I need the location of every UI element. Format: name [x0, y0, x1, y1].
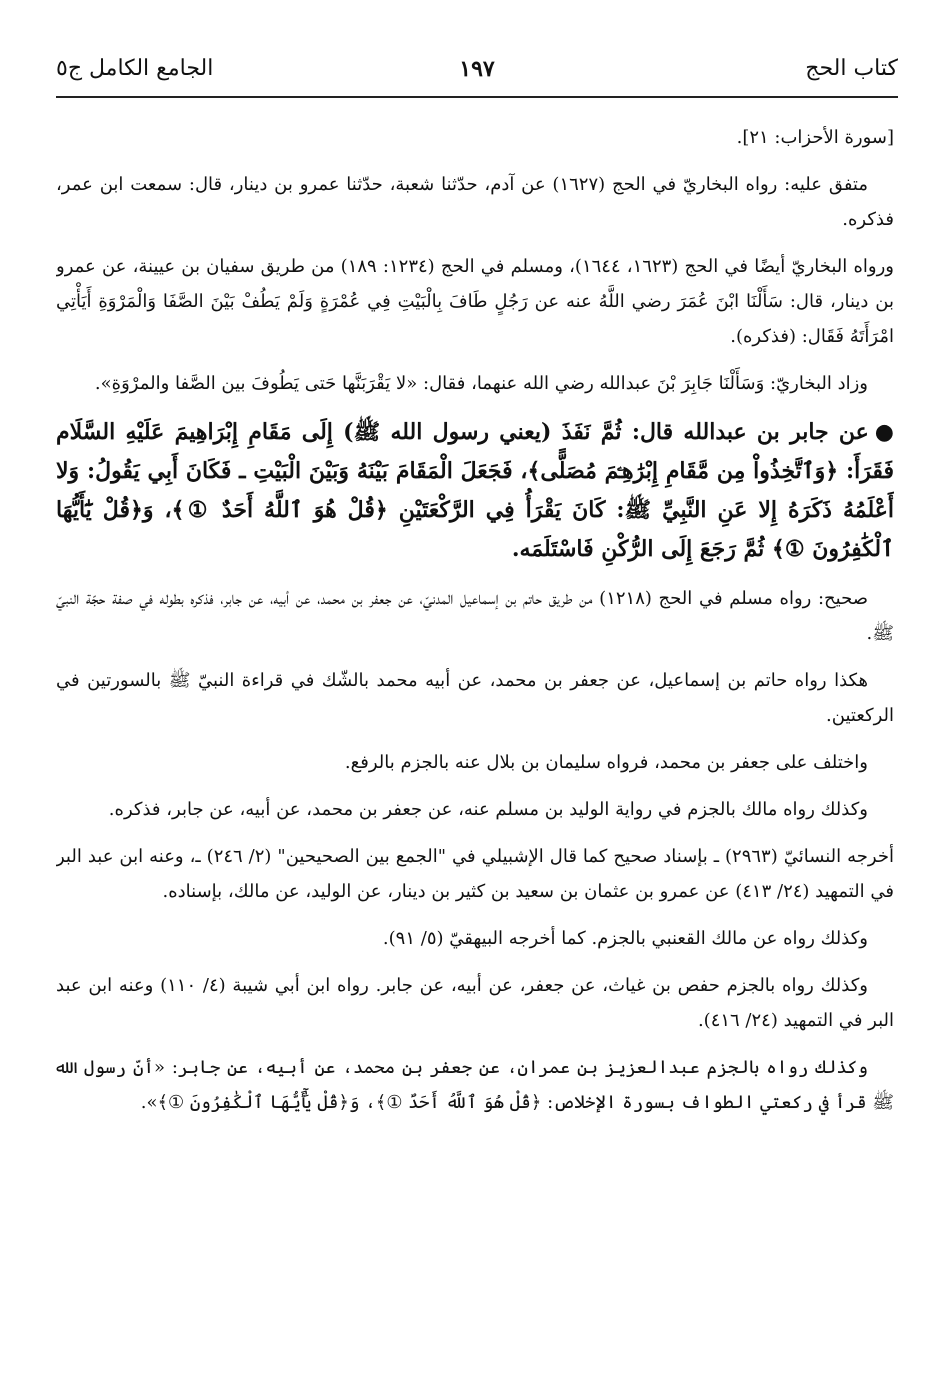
- bullet-icon: ●: [874, 419, 894, 445]
- takhrij-paragraph: وكذلك رواه بالجزم عبدالعزيز بن عمران، عن جعفر بن محمد، عن أبيه، عن جابر: «أنّ رسول الله ﷺ قرأ في ركعتي الطواف بسورة الإخلاص: ﴿قُلْ هُوَ ٱللَّهُ أَحَدٌ ①﴾، وَ﴿قُلْ يَٰٓأَيُّهَا ٱلْكَٰفِرُونَ ①﴾».: [56, 1057, 894, 1113]
- takhrij-paragraph: وكذلك رواه عن مالك القعنبي بالجزم. كما أخرجه البيهقيّ (٥/ ٩١).: [382, 928, 868, 949]
- takhrij-paragraph: وكذلك رواه بالجزم حفص بن غياث، عن جعفر، عن أبيه، عن جابر. رواه ابن أبي شيبة (٤/ ١١٠) وعنه ابن عبد البر في التمهيد (٢٤/ ٤١٦).: [56, 975, 894, 1031]
- book-volume-title: الجامع الكامل ج٥: [56, 56, 214, 81]
- page-number: ١٩٧: [459, 56, 495, 82]
- takhrij-paragraph: هكذا رواه حاتم بن إسماعيل، عن جعفر بن محمد، عن أبيه محمد بالشّك في قراءة النبيّ ﷺ بالسورتين في الركعتين.: [56, 670, 894, 726]
- header-divider: [56, 96, 898, 98]
- chapter-title: كتاب الحج: [805, 56, 898, 81]
- hadith-body: عن جابر بن عبدالله قال: ثُمَّ نَفَذَ (يعني رسول الله ﷺ) إِلَى مَقَامِ إِبْرَاهِيمَ عَلَيْهِ السَّلَام فَقَرَأَ: ﴿وَٱتَّخِذُواْ مِن مَّقَامِ إِبْرَٰهِـۧمَ مُصَلًّى﴾، فَجَعَلَ الْمَقَامَ بَيْنَهُ وَبَيْنَ الْبَيْتِ ـ فَكَانَ أَبِي يَقُولُ: وَلا أَعْلَمُهُ ذَكَرَهُ إِلا عَنِ النَّبِيِّ ﷺ: كَانَ يَقْرَأُ فِي الرَّكْعَتَيْنِ ﴿قُلْ هُوَ ٱللَّهُ أَحَدٌ ①﴾، وَ﴿قُلْ يَٰٓأَيُّهَا ٱلْكَٰفِرُونَ ①﴾ ثُمَّ رَجَعَ إِلَى الرُّكْنِ فَاسْتَلَمَه.: [56, 419, 894, 562]
- surah-reference: [سورة الأحزاب: ٢١].: [736, 127, 894, 148]
- takhrij-paragraph: متفق عليه: رواه البخاريّ في الحج (١٦٢٧) عن آدم، حدّثنا شعبة، حدّثنا عمرو بن دينار، قال: سمعت ابن عمر، فذكره.: [56, 174, 894, 230]
- page-header: [56, 52, 898, 92]
- takhrij-paragraph: وكذلك رواه مالك بالجزم في رواية الوليد بن مسلم عنه، عن جعفر بن محمد، عن أبيه، عن جابر، فذكره.: [108, 799, 868, 820]
- takhrij-paragraph: واختلف على جعفر بن محمد، فرواه سليمان بن بلال عنه بالجزم بالرفع.: [344, 752, 868, 773]
- takhrij-paragraph: وزاد البخاريّ: وَسَأَلْنَا جَابِرَ بْنَ عبدالله رضي الله عنهما، فقال: «لا يَقْرَبَنَّها حَتى يَطُوفَ بين الصَّفا والمرْوَةِ».: [94, 373, 868, 394]
- page-body: [56, 120, 894, 1340]
- hadith-text: [56, 413, 894, 569]
- takhrij-paragraph: ورواه البخاريّ أيضًا في الحج (١٦٢٣، ١٦٤٤)، ومسلم في الحج (١٢٣٤: ١٨٩) من طريق سفيان بن عيينة، عن عمرو بن دينار، قال: سَأَلْنَا ابْنَ عُمَرَ رضي اللَّهُ عنه عن رَجُلٍ طَافَ بِالْبَيْتِ فِي عُمْرَةٍ وَلَمْ يَطُفْ بَيْنَ الصَّفَا وَالْمَرْوَةِ أَيَأْتِي امْرَأَتَهُ فَقَال: (فذكره).: [56, 256, 894, 347]
- takhrij-paragraph: أخرجه النسائيّ (٢٩٦٣) ـ بإسناد صحيح كما قال الإشبيلي في "الجمع بين الصحيحين" (٢/ ٢٤٦) ـ، وعنه ابن عبد البر في التمهيد (٢٤/ ٤١٣) عن عمرو بن عثمان بن سعيد بن كثير بن دينار، عن الوليد، عن مالك، بإسناده.: [56, 846, 894, 902]
- grading-paragraph: صحيح: رواه مسلم في الحج (١٢١٨) من طريق حاتم بن إسماعيل المدنيّ، عن جعفر بن محمد، عن أبيه، عن جابر، فذكره بطوله في صفة حجّة النبيّ ﷺ.: [56, 588, 894, 644]
